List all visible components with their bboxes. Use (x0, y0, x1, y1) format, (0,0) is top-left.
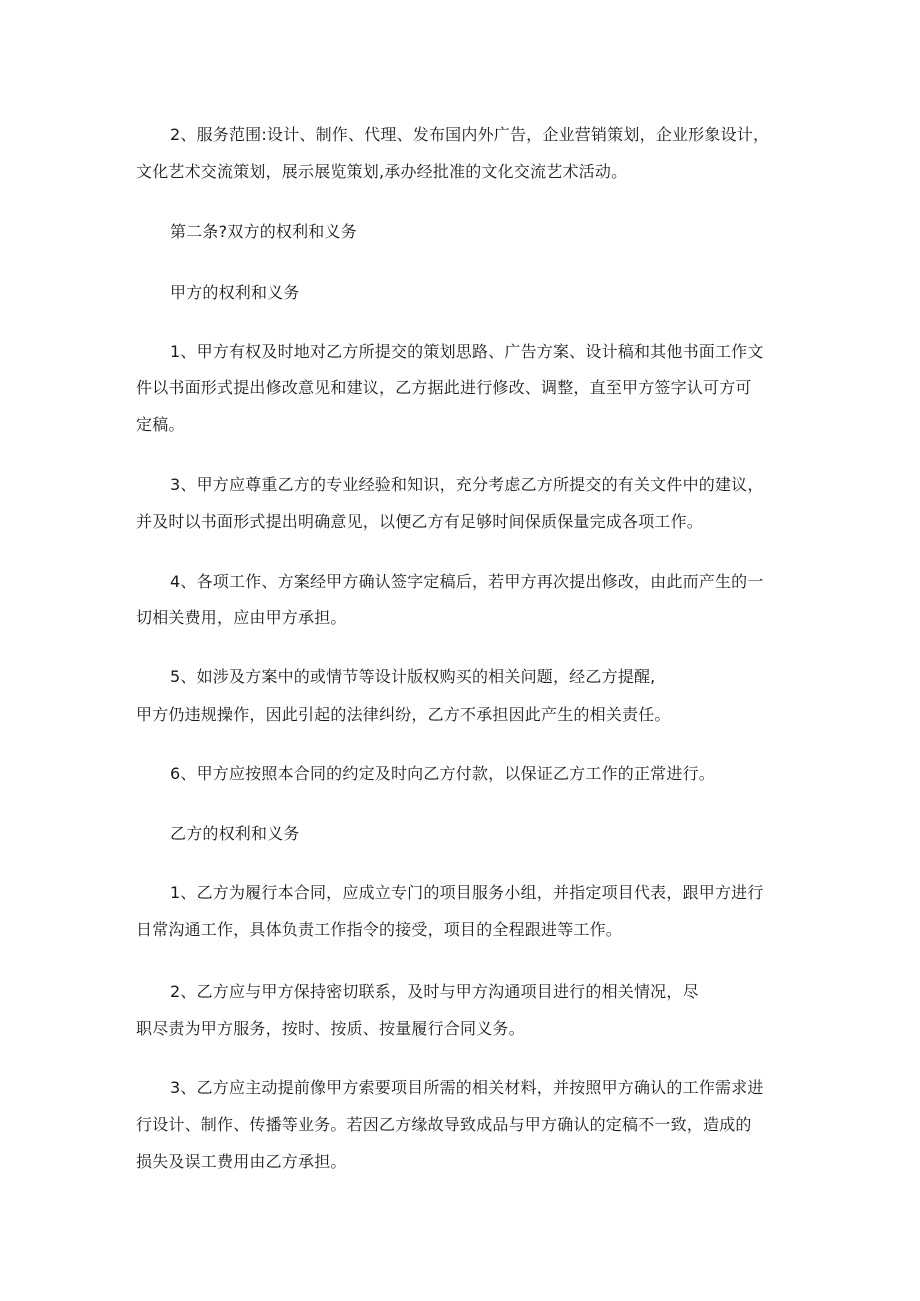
text-line: 职尽责为甲方服务，按时、按质、按量履行合同义务。 (136, 1019, 525, 1038)
section-heading: 第二条?双方的权利和义务 (170, 222, 357, 241)
text-line: 并及时以书面形式提出明确意见，以便乙方有足够时间保质保量完成各项工作。 (136, 512, 704, 531)
subsection-heading: 乙方的权利和义务 (170, 824, 300, 843)
text-line: 2、乙方应与甲方保持密切联系，及时与甲方沟通项目进行的相关情况，尽 (170, 982, 699, 1001)
text-line: 3、乙方应主动提前像甲方索要项目所需的相关材料，并按照甲方确认的工作需求进 (170, 1078, 764, 1097)
text-line: 1、乙方为履行本合同，应成立专门的项目服务小组，并指定项目代表，跟甲方进行 (170, 883, 764, 902)
text-line: 文化艺术交流策划，展示展览策划,承办经批准的文化交流艺术活动。 (136, 162, 628, 181)
text-line: 件以书面形式提出修改意见和建议，乙方据此进行修改、调整，直至甲方签字认可方可 (136, 378, 752, 397)
text-line: 切相关费用，应由甲方承担。 (136, 608, 347, 627)
text-line: 日常沟通工作，具体负责工作指令的接受，项目的全程跟进等工作。 (136, 920, 623, 939)
text-line: 2、服务范围:设计、制作、代理、发布国内外广告，企业营销策划，企业形象设计， (170, 125, 770, 144)
text-line: 定稿。 (136, 415, 185, 434)
text-line: 5、如涉及方案中的或情节等设计版权购买的相关问题，经乙方提醒, (170, 667, 656, 686)
text-line: 4、各项工作、方案经甲方确认签字定稿后，若甲方再次提出修改，由此而产生的一 (170, 572, 764, 591)
text-line: 6、甲方应按照本合同的约定及时向乙方付款，以保证乙方工作的正常进行。 (170, 764, 715, 783)
text-line: 甲方仍违规操作，因此引起的法律纠纷，乙方不承担因此产生的相关责任。 (136, 705, 671, 724)
text-line: 1、甲方有权及时地对乙方所提交的策划思路、广告方案、设计稿和其他书面工作文 (170, 342, 764, 361)
subsection-heading: 甲方的权利和义务 (170, 283, 300, 302)
text-line: 损失及误工费用由乙方承担。 (136, 1152, 347, 1171)
text-line: 行设计、制作、传播等业务。若因乙方缘故导致成品与甲方确认的定稿不一致，造成的 (136, 1115, 752, 1134)
text-line: 3、甲方应尊重乙方的专业经验和知识，充分考虑乙方所提交的有关文件中的建议， (170, 475, 764, 494)
